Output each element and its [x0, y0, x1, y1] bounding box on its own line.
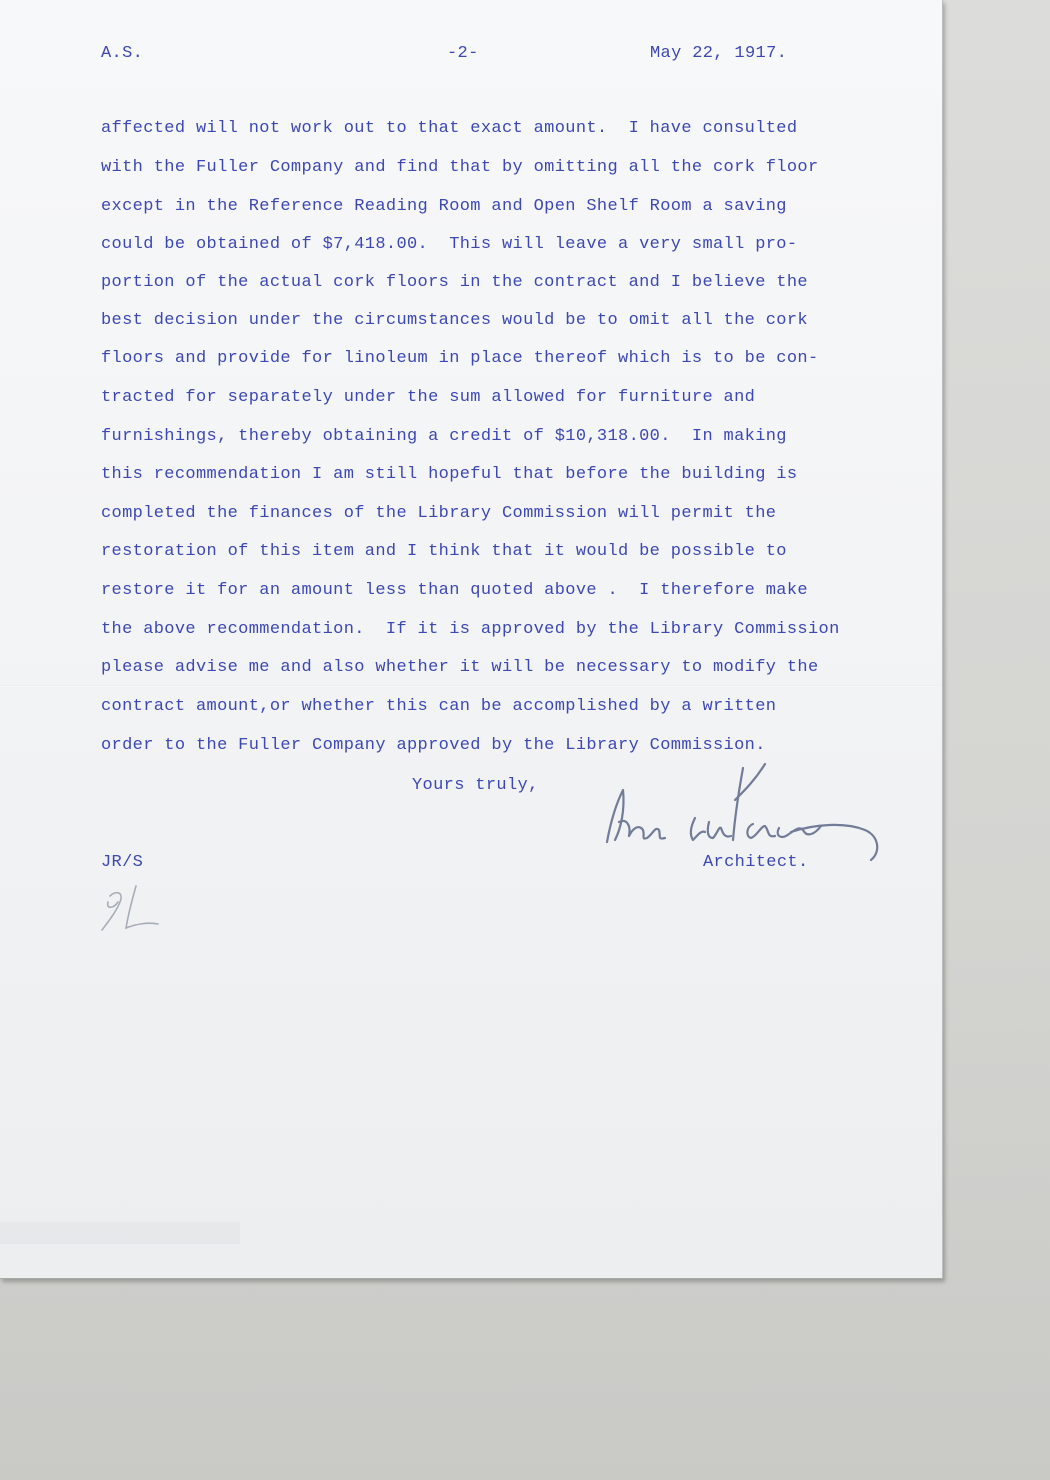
body-line: best decision under the circumstances would be to omit all the cork — [101, 311, 808, 330]
body-line: contract amount,or whether this can be accomplished by a written — [101, 697, 777, 716]
body-line: affected will not work out to that exact amount. I have consulted — [101, 119, 798, 138]
complimentary-close: Yours truly, — [412, 776, 539, 795]
header-initials: A.S. — [101, 44, 144, 63]
body-line: restoration of this item and I think that it would be possible to — [101, 542, 787, 561]
body-line: please advise me and also whether it will be necessary to modify the — [101, 658, 819, 677]
body-line: tracted for separately under the sum allowed for furniture and — [101, 388, 756, 407]
body-line: order to the Fuller Company approved by the Library Commission. — [101, 736, 766, 755]
paper-fold-line — [0, 685, 942, 687]
letter-date: May 22, 1917. — [650, 44, 788, 63]
body-line: the above recommendation. If it is approved by the Library Commission — [101, 620, 840, 639]
body-line: floors and provide for linoleum in place thereof which is to be con- — [101, 349, 819, 368]
signer-title: Architect. — [703, 853, 809, 872]
body-line: furnishings, thereby obtaining a credit of $10,318.00. In making — [101, 427, 787, 446]
body-line: completed the finances of the Library Commission will permit the — [101, 504, 777, 523]
body-line: restore it for an amount less than quoted above . I therefore make — [101, 581, 808, 600]
body-line: portion of the actual cork floors in the contract and I believe the — [101, 273, 808, 292]
typist-initials: JR/S — [101, 853, 144, 872]
body-line: this recommendation I am still hopeful that before the building is — [101, 465, 798, 484]
pencil-annotation — [96, 878, 166, 938]
body-line: with the Fuller Company and find that by omitting all the cork floor — [101, 158, 819, 177]
faint-stamp — [0, 1222, 240, 1244]
body-line: could be obtained of $7,418.00. This will leave a very small pro- — [101, 235, 798, 254]
body-line: except in the Reference Reading Room and Open Shelf Room a saving — [101, 197, 787, 216]
page-number: -2- — [447, 44, 479, 63]
